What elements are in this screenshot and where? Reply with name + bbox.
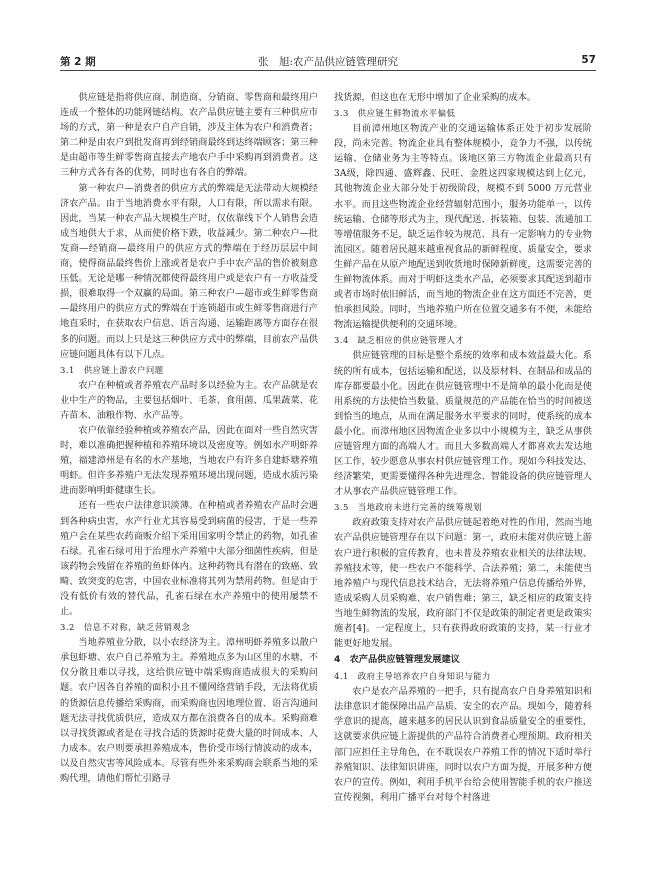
section-heading: 3.4 缺乏相应的供应链管理人才 xyxy=(334,335,465,346)
paragraph: 农户是农产品养殖的一把手，只有提高农户自身养殖知识和法律意识才能保障出品产品质、安全的农产品。现如今，随着科学意识的提高，越来越多的居民认识到食品质量安全的重要性，这就要求供应链上游提供的产品符合消费者心理预期。政府相关部门应担任主导角色，在不耽误农户养殖工作的情况下适时举行养殖知识、法律知识讲座，同时以农户方面为提，开展多种方便农户的宣传。例如，利用手机平台给会使用智能手机的农户推送宣传视频，利用广播平台对每个村落进 xyxy=(334,686,592,803)
running-header xyxy=(60,52,596,71)
section-heading: 3.2 信息不对称，缺乏营销观念 xyxy=(60,622,191,633)
paragraph: 供应链是指将供应商、制造商、分销商、零售商和最终用户连成一个整体的功能网链结构。农产品供应链主要有三种供应市场的方式，第一种是农户自产自销，涉及主体为农户和消费者；第二种是由农户到批发商再到经销商最终到达终端顾客；第三种是由超市等生鲜零售商直接去产地农户手中采购再到消费者。这三种方式各有各的优势，同时也有各自的弊端。 xyxy=(60,92,318,179)
paragraph: 政府政策支持对农产品供应链起着绝对性的作用，然而当地农产品供应链管理存在以下问题：第一，政府未能对供应链上游农户进行积极的宣传教育，也未普及养殖农业相关的法律法规、养殖技术等，使一些农户不能科学、合法养殖；第二，未能使当地养殖户与现代信息技术结合，无法将养殖户信息传播给外界，造成采购人员采购难、农户销售难；第三，缺乏相应的政策支持当地生鲜物流的发展，政府部门不仅是政策的制定者更是政策实施者[4]。一定程度上，只有获得政府政策的支持，某一行业才能更好地发展。 xyxy=(334,517,592,650)
paragraph: 第一种农户—消费者的供应方式的弊端是无法带动大规模经济农产品。由于当地消费水平有限，人口有限，所以需求有限。因此，当某一种农产品大规模生产时，仅依靠线下个人销售会造成当地供大于求，从而使价格下跌，收益减少。第二种农户—批发商—经销商—最终用户的供应方式的弊端在于经历层层中间商，使得商品最终售价上涨或者是农户手中农产品的售价被刻意压低。无论是哪一种情况都使得最终用户或是农户有一方收益受损，很难取得一个双赢的局面。第三种农户—超市或生鲜零售商—最终用户的供应方式的弊端在于连锁超市或生鲜零售商进行产地直采时，在获取农户信息、语言沟通、运输距离等方面存在很多的问题。而以上只是这三种供应方式中的弊端，目前农产品供应链问题具体有以下几点。 xyxy=(60,182,318,360)
running-title: 张 旭:农产品供应链管理研究 xyxy=(257,56,399,68)
section-heading: 3.5 当地政府未进行完善的统筹规划 xyxy=(334,502,482,513)
page-number: 57 xyxy=(581,54,596,66)
section-heading: 4.1 政府主导培养农户自身知识与能力 xyxy=(334,671,491,682)
issue-number: 第 2 期 xyxy=(60,56,96,68)
paragraph: 当地养殖业分散，以小农经济为主。漳州明虾养殖多以散户承包虾塘、农户自己养殖为主。养殖地点多为山区里的水塘，不仅分散且难以寻找，这给供应链中端采购商造成很大的采购问题。农户因各自养殖的面积小且不懂网络营销手段，无法将优质的货源信息传播给采购商，而采购商也因地理位置、语言沟通问题无法寻找优质供应，造成双方都在浪费各自的成本。采购商难以寻找货源或者是在寻找合适的货源时花费大量的时间成本、人力成本。农户则要承担养殖成本，售价受市场行情波动的成本，以及自然灾害等风险成本。尽管有些外来采购商会联系当地的采购代理，请他们帮忙引路寻 xyxy=(60,637,318,785)
section-heading: 3.3 供应链生鲜物流水平偏低 xyxy=(334,108,456,119)
paragraph: 找货源，但这也在无形中增加了企业采购的成本。 xyxy=(334,92,537,103)
paragraph: 农户在种植或者养殖农产品时多以经验为主。农产品就是农业中生产的物品，主要包括烟叶、毛茶、食用菌、瓜果蔬菜、花卉苗木、油粮作物、水产品等。 xyxy=(60,379,318,421)
right-column xyxy=(334,90,592,805)
paragraph: 供应链管理的目标是整个系统的效率和成本效益最大化。系统的所有成本，包括运输和配送，以及原材料、在制品和成品的库存都要最小化。因此在供应链管理中不是简单的最小化而是使用系统的方法使恰当数量、质量规范的产品能在恰当的时间被送到恰当的地点，从而在满足服务水平要求的同时，使系统的成本最小化。而漳州地区因物流企业多以中小规模为主，缺乏从事供应链管理方面的高端人才。而且大多数高端人才都喜欢去发达地区工作，较少愿意从事农村供应链管理工作。现如今科技发达、经济繁荣，更需要懂得各种先进理念、智能设备的供应链管理人才从事农产品供应链管理工作。 xyxy=(334,350,592,498)
paragraph: 目前漳州地区物流产业的交通运输体系正处于初步发展阶段，尚未完善。物流企业具有整体规模小，竞争力不强，以传统运输、仓储业务为主等特点。该地区第三方物流企业最高只有3A级，除四通、盛辉鑫、民旺、金胜这四家规模达到上亿元，其他物流企业大部分处于初级阶段，规模不到 5000 万元营业水平。而且这些物流企业经营辐射范围小，服务功能单一，以传统运输、仓储等形式为主，现代配送、拆装箱、包装、流通加工等增值服务不足，缺乏运作较为规范、具有一定影响力的专业物流园区。随着居民越来越重视食品的新鲜程度、质量安全，要求生鲜产品在从原产地配送到收货地时保障新鲜度，这需要完善的生鲜物流体系。而对于明虾这类水产品，必须要求其配送到超市或者市场时依旧鲜活，而当地的物流企业在这方面还不完善，更怕承担风险。同时，当地养殖户所在位置交通多有不便，未能给物流运输提供便利的交通环境。 xyxy=(334,123,592,331)
paragraph: 还有一些农户法律意识淡薄。在种植或者养殖农产品时会遇到各种病虫害，水产行业尤其容易受到病菌的侵害，于是一些养殖户会在某些农药商贩介绍下采用国家明令禁止的药物，如孔雀石绿。孔雀石绿可用于治理水产养殖中大部分细菌性疾病，但是该药物会残留在养殖的鱼虾体内。这种药物具有潜在的致癌、致畸、致突变的危害，中国农业标准将其列为禁用药物。但是由于没有低价有效的替代品，孔雀石绿在水产养殖中的使用屡禁不止。 xyxy=(60,500,318,618)
left-column xyxy=(60,90,318,786)
paragraph: 农户依靠经验种植或养殖农产品，因此在面对一些自然灾害时，难以准确把握种植和养殖环境以及密度等。例如水产明虾养殖，福建漳州是有名的水产基地，当地农户有许多自建虾塘养殖明虾。但许多养殖户无法发现养殖环境出现问题，造成水质污染进而影响明虾健康生长。 xyxy=(60,424,318,497)
section-heading: 3.1 供应链上游农户问题 xyxy=(60,364,164,375)
chapter-heading: 4 农产品供应链管理发展建议 xyxy=(334,654,460,666)
